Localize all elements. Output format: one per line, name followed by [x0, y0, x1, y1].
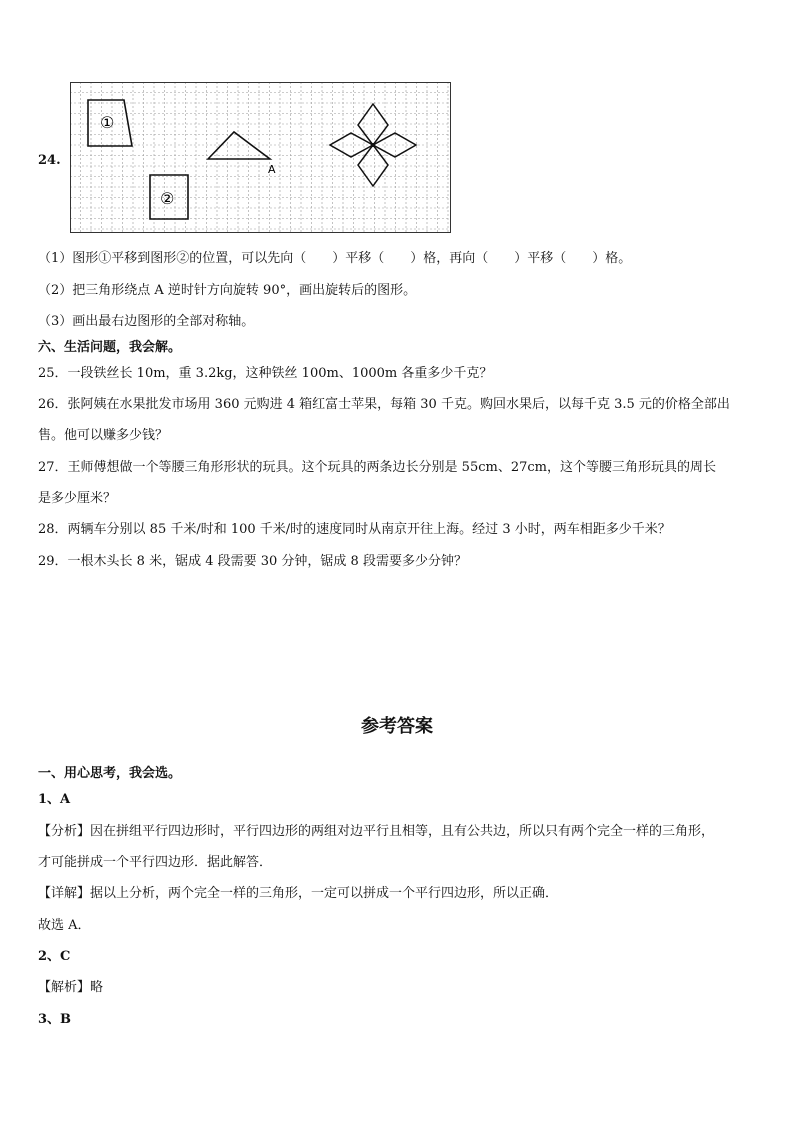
answer-1-analysis-line-2: 才可能拼成一个平行四边形．据此解答． [38, 855, 273, 870]
answer-1: 1、A [38, 792, 71, 807]
question-25: 25．一段铁丝长 10m，重 3.2kg，这种铁丝 100m、1000m 各重多少千克？ [38, 366, 493, 381]
flower-center [371, 143, 375, 147]
shape-1-label: ① [100, 113, 115, 132]
question-26-line-2: 售。他可以赚多少钱？ [38, 428, 169, 443]
answer-2: 2、C [38, 949, 71, 964]
answer-3: 3、B [38, 1012, 72, 1027]
grid-border [71, 83, 451, 233]
q24-sub2: （2）把三角形绕点 A 逆时针方向旋转 90°，画出旋转后的图形。 [38, 283, 417, 298]
question-number-24: 24. [38, 153, 61, 168]
answer-2-analysis: 【解析】略 [38, 980, 104, 995]
point-a-label: A [268, 163, 276, 176]
answers-title: 参考答案 [361, 716, 433, 737]
grid-figure-svg [70, 82, 452, 234]
q24-sub1: （1）图形①平移到图形②的位置，可以先向（ ）平移（ ）格，再向（ ）平移（ ）格。 [38, 251, 632, 266]
answer-1-analysis-line-1: 【分析】因在拼组平行四边形时，平行四边形的两组对边平行且相等，且有公共边，所以只有两个完全一样的三角形， [38, 824, 715, 839]
grid-lines [70, 82, 450, 232]
answers-section-1: 一、用心思考，我会选。 [38, 766, 182, 781]
question-29: 29．一根木头长 8 米，锯成 4 段需要 30 分钟，锯成 8 段需要多少分钟？ [38, 554, 467, 569]
section-6-heading: 六、生活问题，我会解。 [38, 340, 182, 355]
question-26-line-1: 26．张阿姨在水果批发市场用 360 元购进 4 箱红富士苹果，每箱 30 千克。购回水果后，以每千克 3.5 元的价格全部出 [38, 397, 730, 412]
question-28: 28．两辆车分别以 85 千米/时和 100 千米/时的速度同时从南京开往上海。经过 3 小时，两车相距多少千米？ [38, 522, 671, 537]
grid-figure [70, 82, 452, 234]
question-27-line-2: 是多少厘米？ [38, 491, 117, 506]
answer-1-detail: 【详解】据以上分析，两个完全一样的三角形，一定可以拼成一个平行四边形，所以正确． [38, 886, 559, 901]
question-27-line-1: 27．王师傅想做一个等腰三角形形状的玩具。这个玩具的两条边长分别是 55cm、27cm，这个等腰三角形玩具的周长 [38, 460, 716, 475]
q24-sub3: （3）画出最右边图形的全部对称轴。 [38, 314, 255, 329]
answer-1-choice: 故选 A． [38, 918, 91, 933]
shape-2-label: ② [160, 189, 175, 208]
